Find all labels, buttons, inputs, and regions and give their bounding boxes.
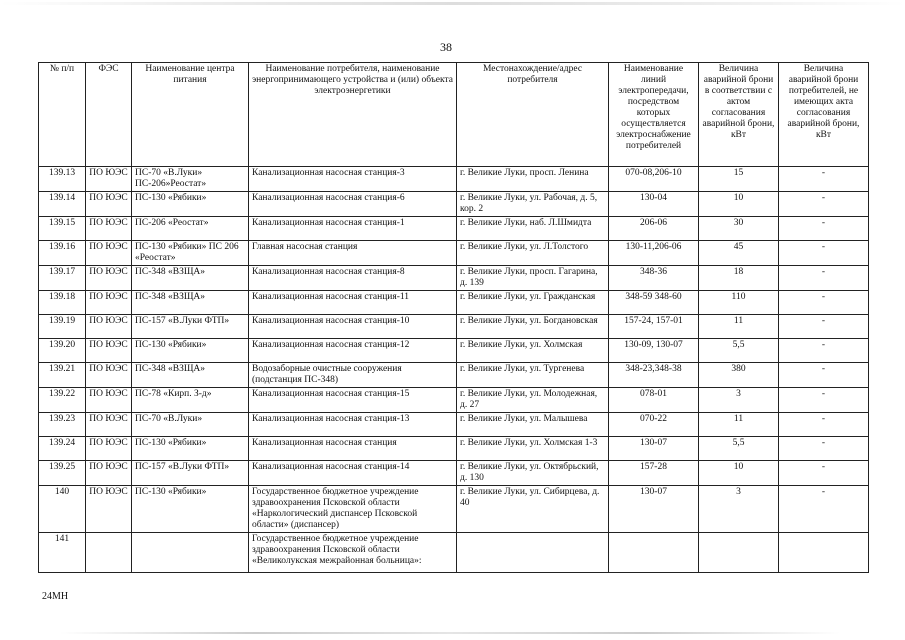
row-power-center: ПС-78 «Кирп. З-д» (132, 388, 249, 413)
table-row (39, 363, 869, 388)
row-address: г. Великие Луки, ул. Богдановская (457, 315, 609, 339)
row-power-lines: 130-09, 130-07 (609, 339, 699, 363)
row-power-lines: 157-28 (609, 461, 699, 486)
row-reserve-with-act: 45 (699, 241, 779, 266)
table-row (39, 486, 869, 533)
row-address: г. Великие Луки, наб. Л.Шмидта (457, 217, 609, 241)
table-row (39, 533, 869, 573)
header-number: № п/п (39, 63, 86, 167)
row-reserve-without-act: - (779, 192, 869, 217)
header-reserve-without-act: Величина аварийной брони потребителей, не имеющих акта согласования аварийной брони, кВт (779, 63, 869, 167)
row-fes: ПО ЮЭС (86, 486, 132, 533)
header-row (39, 63, 869, 167)
row-fes: ПО ЮЭС (86, 437, 132, 461)
footer-code: 24МН (42, 591, 69, 602)
row-consumer-name: Канализационная насосная станция-8 (249, 266, 457, 291)
row-consumer-name: Канализационная насосная станция-1 (249, 217, 457, 241)
row-number: 141 (39, 533, 86, 573)
row-reserve-without-act: - (779, 217, 869, 241)
scan-edge-top (0, 2, 905, 5)
row-fes: ПО ЮЭС (86, 388, 132, 413)
row-power-center: ПС-130 «Рябики» (132, 486, 249, 533)
table-row (39, 413, 869, 437)
row-reserve-with-act: 5,5 (699, 339, 779, 363)
row-power-lines: 157-24, 157-01 (609, 315, 699, 339)
row-reserve-without-act: - (779, 315, 869, 339)
row-reserve-with-act: 10 (699, 192, 779, 217)
row-consumer-name: Канализационная насосная станция-15 (249, 388, 457, 413)
row-reserve-without-act: - (779, 241, 869, 266)
row-consumer-name: Государственное бюджетное учреждение здравоохранения Псковской области «Великолукская межрайонная больница»: (249, 533, 457, 573)
row-number: 139.15 (39, 217, 86, 241)
table-row (39, 167, 869, 192)
row-power-center: ПС-157 «В.Луки ФТП» (132, 461, 249, 486)
row-power-center: ПС-130 «Рябики» (132, 339, 249, 363)
row-address: г. Великие Луки, ул. Гражданская (457, 291, 609, 315)
row-power-lines: 348-59 348-60 (609, 291, 699, 315)
row-reserve-with-act: 3 (699, 486, 779, 533)
row-number: 139.20 (39, 339, 86, 363)
table-row (39, 192, 869, 217)
row-reserve-with-act: 15 (699, 167, 779, 192)
row-power-lines: 130-07 (609, 437, 699, 461)
row-reserve-with-act: 380 (699, 363, 779, 388)
row-address: г. Великие Луки, ул. Рабочая, д. 5, кор. 2 (457, 192, 609, 217)
row-power-lines: 130-11,206-06 (609, 241, 699, 266)
row-consumer-name: Главная насосная станция (249, 241, 457, 266)
row-number: 139.21 (39, 363, 86, 388)
row-reserve-with-act: 3 (699, 388, 779, 413)
row-number: 140 (39, 486, 86, 533)
row-fes: ПО ЮЭС (86, 461, 132, 486)
row-fes: ПО ЮЭС (86, 363, 132, 388)
row-power-center: ПС-157 «В.Луки ФТП» (132, 315, 249, 339)
row-power-center: ПС-206 «Реостат» (132, 217, 249, 241)
row-power-center (132, 533, 249, 573)
row-reserve-with-act: 11 (699, 413, 779, 437)
row-consumer-name: Государственное бюджетное учреждение здравоохранения Псковской области «Наркологический диспансер Псковской области» (диспансер) (249, 486, 457, 533)
row-number: 139.17 (39, 266, 86, 291)
page-number: 38 (440, 40, 452, 54)
row-power-lines: 348-36 (609, 266, 699, 291)
table-row (39, 437, 869, 461)
row-power-lines: 130-04 (609, 192, 699, 217)
row-consumer-name: Водозаборные очистные сооружения (подстанция ПС-348) (249, 363, 457, 388)
row-fes: ПО ЮЭС (86, 413, 132, 437)
row-reserve-without-act: - (779, 388, 869, 413)
row-power-center: ПС-130 «Рябики» ПС 206 «Реостат» (132, 241, 249, 266)
row-fes: ПО ЮЭС (86, 315, 132, 339)
table-row (39, 461, 869, 486)
row-fes: ПО ЮЭС (86, 241, 132, 266)
row-reserve-without-act: - (779, 167, 869, 192)
row-power-center: ПС-348 «ВЗЩА» (132, 266, 249, 291)
row-reserve-with-act (699, 533, 779, 573)
row-reserve-without-act: - (779, 266, 869, 291)
row-reserve-with-act: 18 (699, 266, 779, 291)
row-consumer-name: Канализационная насосная станция-12 (249, 339, 457, 363)
row-fes: ПО ЮЭС (86, 339, 132, 363)
row-reserve-with-act: 30 (699, 217, 779, 241)
header-consumer-name: Наименование потребителя, наименование энергопринимающего устройства и (или) объекта электроэнергетики (249, 63, 457, 167)
row-address: г. Великие Луки, ул. Л.Толстого (457, 241, 609, 266)
row-number: 139.22 (39, 388, 86, 413)
scan-edge-bottom (60, 632, 840, 634)
row-address: г. Великие Луки, ул. Октябрьский, д. 130 (457, 461, 609, 486)
row-number: 139.14 (39, 192, 86, 217)
row-address: г. Великие Луки, ул. Молодежная, д. 27 (457, 388, 609, 413)
row-address: г. Великие Луки, ул. Холмская (457, 339, 609, 363)
row-consumer-name: Канализационная насосная станция-6 (249, 192, 457, 217)
header-fes: ФЭС (86, 63, 132, 167)
header-power-lines: Наименование линий электропередачи, посредством которых осуществляется электроснабжение потребителей (609, 63, 699, 167)
table-row (39, 217, 869, 241)
row-power-center: ПС-348 «ВЗЩА» (132, 291, 249, 315)
row-fes (86, 533, 132, 573)
row-power-center: ПС-348 «ВЗЩА» (132, 363, 249, 388)
row-number: 139.23 (39, 413, 86, 437)
row-number: 139.24 (39, 437, 86, 461)
header-address: Местонахождение/адрес потребителя (457, 63, 609, 167)
row-address: г. Великие Луки, ул. Тургенева (457, 363, 609, 388)
row-address: г. Великие Луки, ул. Сибирцева, д. 40 (457, 486, 609, 533)
row-number: 139.19 (39, 315, 86, 339)
row-reserve-without-act: - (779, 486, 869, 533)
row-fes: ПО ЮЭС (86, 167, 132, 192)
row-reserve-without-act: - (779, 461, 869, 486)
row-reserve-without-act: - (779, 363, 869, 388)
row-power-lines: 070-22 (609, 413, 699, 437)
row-reserve-without-act: - (779, 413, 869, 437)
row-reserve-with-act: 5,5 (699, 437, 779, 461)
row-address: г. Великие Луки, ул. Малышева (457, 413, 609, 437)
row-power-lines: 130-07 (609, 486, 699, 533)
row-power-lines: 348-23,348-38 (609, 363, 699, 388)
row-number: 139.18 (39, 291, 86, 315)
row-power-center: ПС-130 «Рябики» (132, 437, 249, 461)
row-reserve-without-act: - (779, 437, 869, 461)
row-power-center: ПС-70 «В.Луки» (132, 413, 249, 437)
row-power-center: ПС-130 «Рябики» (132, 192, 249, 217)
header-power-center: Наименование центра питания (132, 63, 249, 167)
row-number: 139.16 (39, 241, 86, 266)
row-address: г. Великие Луки, просп. Ленина (457, 167, 609, 192)
row-reserve-without-act: - (779, 339, 869, 363)
row-number: 139.25 (39, 461, 86, 486)
row-address: г. Великие Луки, просп. Гагарина, д. 139 (457, 266, 609, 291)
row-reserve-without-act: - (779, 291, 869, 315)
row-fes: ПО ЮЭС (86, 192, 132, 217)
row-reserve-without-act (779, 533, 869, 573)
header-reserve-with-act: Величина аварийной брони в соответствии с актом согласования аварийной брони, кВт (699, 63, 779, 167)
row-reserve-with-act: 10 (699, 461, 779, 486)
row-consumer-name: Канализационная насосная станция (249, 437, 457, 461)
table-row (39, 266, 869, 291)
row-power-lines: 206-06 (609, 217, 699, 241)
row-consumer-name: Канализационная насосная станция-13 (249, 413, 457, 437)
row-address: г. Великие Луки, ул. Холмская 1-3 (457, 437, 609, 461)
table-row (39, 291, 869, 315)
row-consumer-name: Канализационная насосная станция-11 (249, 291, 457, 315)
row-consumer-name: Канализационная насосная станция-14 (249, 461, 457, 486)
row-reserve-with-act: 11 (699, 315, 779, 339)
row-fes: ПО ЮЭС (86, 266, 132, 291)
emergency-reserve-table (38, 62, 869, 573)
row-reserve-with-act: 110 (699, 291, 779, 315)
row-power-lines: 078-01 (609, 388, 699, 413)
row-power-lines (609, 533, 699, 573)
row-fes: ПО ЮЭС (86, 217, 132, 241)
row-fes: ПО ЮЭС (86, 291, 132, 315)
row-power-lines: 070-08,206-10 (609, 167, 699, 192)
row-consumer-name: Канализационная насосная станция-3 (249, 167, 457, 192)
row-consumer-name: Канализационная насосная станция-10 (249, 315, 457, 339)
table-row (39, 339, 869, 363)
row-power-center: ПС-70 «В.Луки» ПС-206»Реостат» (132, 167, 249, 192)
table-row (39, 315, 869, 339)
table-row (39, 388, 869, 413)
row-number: 139.13 (39, 167, 86, 192)
table-row (39, 241, 869, 266)
row-address (457, 533, 609, 573)
